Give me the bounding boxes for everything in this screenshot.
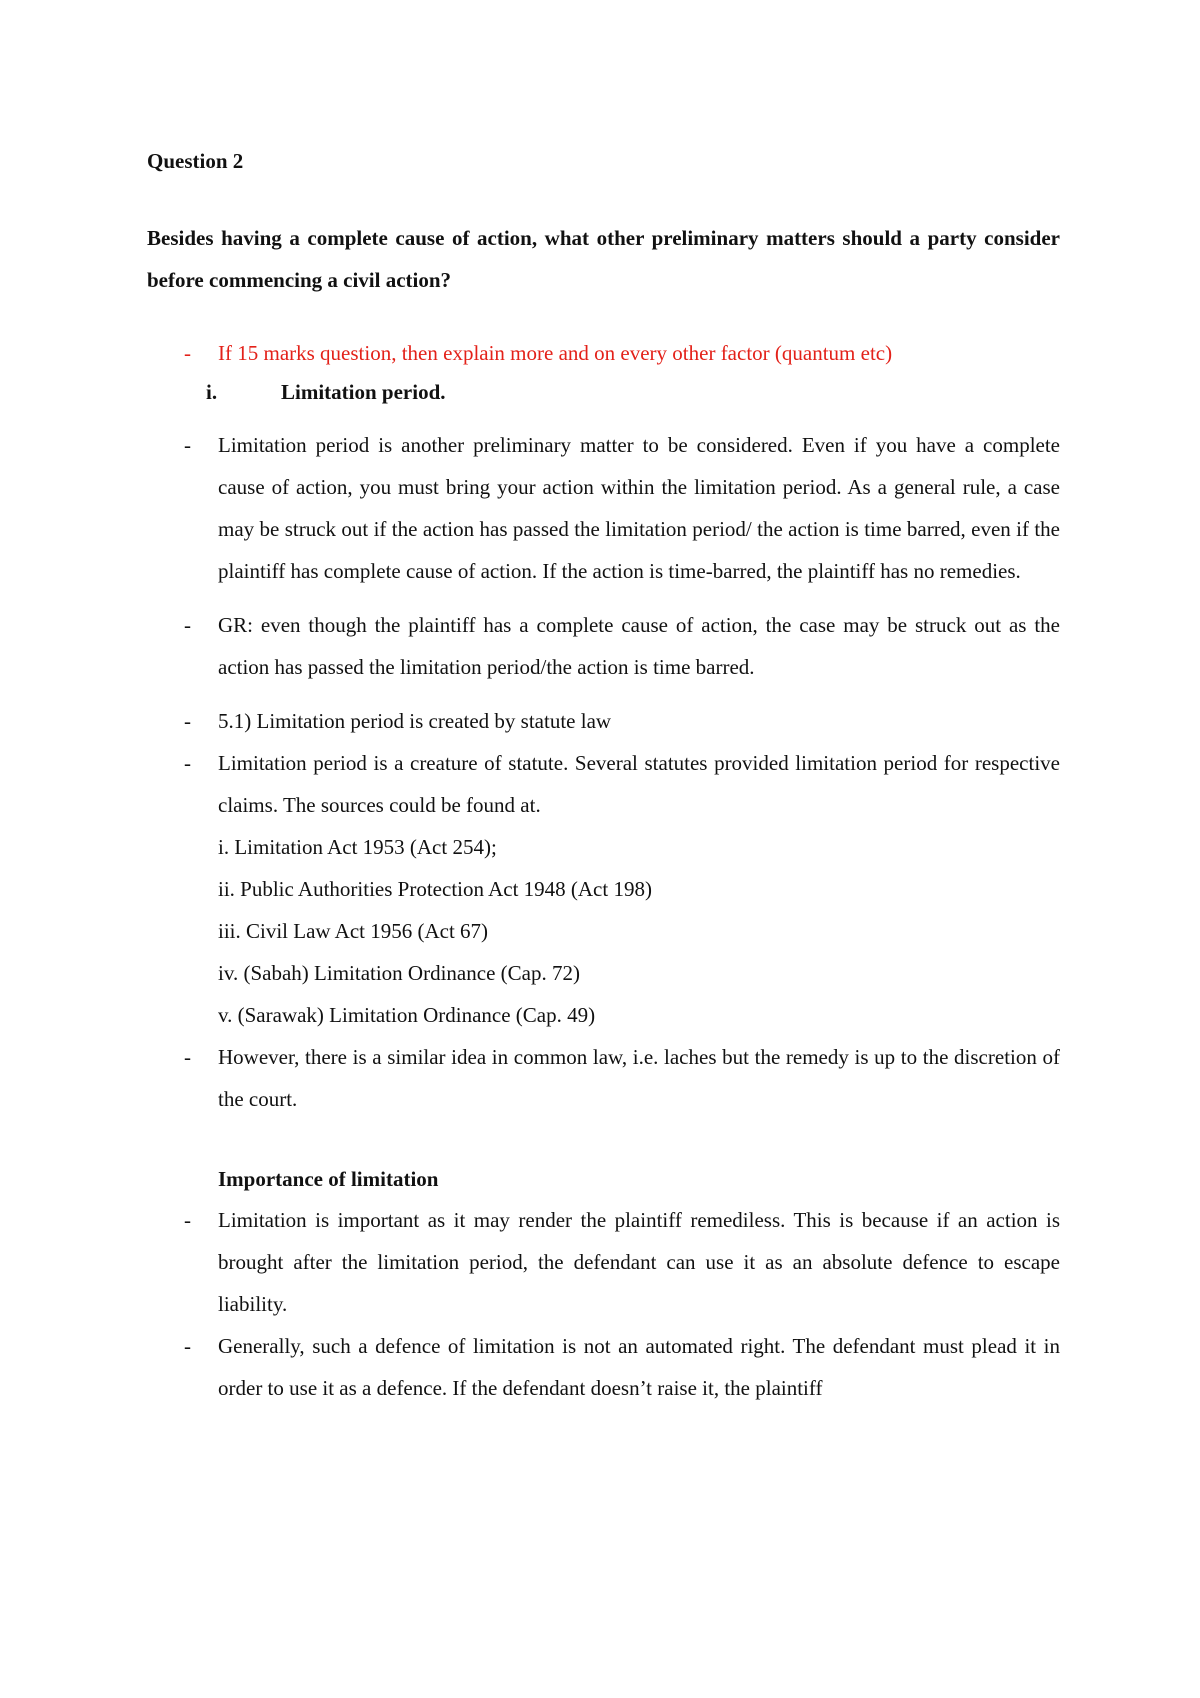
paragraph-text: However, there is a similar idea in common law, i.e. laches but the remedy is up to the discretion of the court.	[218, 1045, 1060, 1111]
note-list	[147, 332, 1060, 374]
list-item	[147, 1199, 1060, 1325]
source-item: v. (Sarawak) Limitation Ordinance (Cap. 49)	[218, 1003, 596, 1027]
bullet-dash: -	[184, 709, 191, 733]
source-item: i. Limitation Act 1953 (Act 254);	[218, 835, 497, 859]
subheading-limitation-period	[147, 374, 1060, 410]
question-title: Question 2	[147, 149, 244, 173]
note-text: If 15 marks question, then explain more and on every other factor (quantum etc)	[218, 341, 893, 365]
subheading-title: Limitation period.	[281, 380, 446, 404]
source-item: ii. Public Authorities Protection Act 1948 (Act 198)	[218, 877, 652, 901]
bullet-dash: -	[184, 341, 191, 365]
limitation-list	[147, 424, 1060, 1120]
list-item	[147, 1036, 1060, 1120]
bullet-dash: -	[184, 1334, 191, 1358]
source-item: iii. Civil Law Act 1956 (Act 67)	[218, 919, 489, 943]
paragraph-text: GR: even though the plaintiff has a complete cause of action, the case may be struck out as the action has passed the limitation period/the action is time barred.	[218, 613, 1060, 679]
statute-sources-list	[218, 826, 1060, 1036]
bullet-dash: -	[184, 1045, 191, 1069]
bullet-dash: -	[184, 433, 191, 457]
paragraph-text: 5.1) Limitation period is created by statute law	[218, 709, 612, 733]
source-item: iv. (Sabah) Limitation Ordinance (Cap. 72)	[218, 961, 580, 985]
list-item	[147, 742, 1060, 1036]
list-item	[147, 604, 1060, 688]
bullet-dash: -	[184, 613, 191, 637]
list-item	[147, 700, 1060, 742]
bullet-dash: -	[184, 751, 191, 775]
importance-heading: Importance of limitation	[218, 1167, 439, 1191]
note-item	[147, 332, 1060, 374]
paragraph-text: Generally, such a defence of limitation is not an automated right. The defendant must plead it in order to use it as a defence. If the defendant doesn’t raise it, the plaintiff	[218, 1334, 1060, 1400]
list-item	[147, 424, 1060, 592]
question-text: Besides having a complete cause of action, what other preliminary matters should a party consider before commencing a civil action?	[147, 226, 1060, 292]
bullet-dash: -	[184, 1208, 191, 1232]
paragraph-text: Limitation is important as it may render the plaintiff remediless. This is because if an action is brought after the limitation period, the defendant can use it as an absolute defence to escape liability.	[218, 1208, 1060, 1316]
list-item	[147, 1325, 1060, 1409]
paragraph-text: Limitation period is another preliminary matter to be considered. Even if you have a complete cause of action, you must bring your action within the limitation period. As a general rule, a case may be struck out if the action has passed the limitation period/ the action is time barred, even if the plaintiff has complete cause of action. If the action is time-barred, the plaintiff has no remedies.	[218, 433, 1060, 583]
subheading-number: i.	[206, 380, 218, 404]
paragraph-text: Limitation period is a creature of statute. Several statutes provided limitation period for respective claims. The sources could be found at.	[218, 751, 1060, 817]
importance-list	[147, 1199, 1060, 1409]
